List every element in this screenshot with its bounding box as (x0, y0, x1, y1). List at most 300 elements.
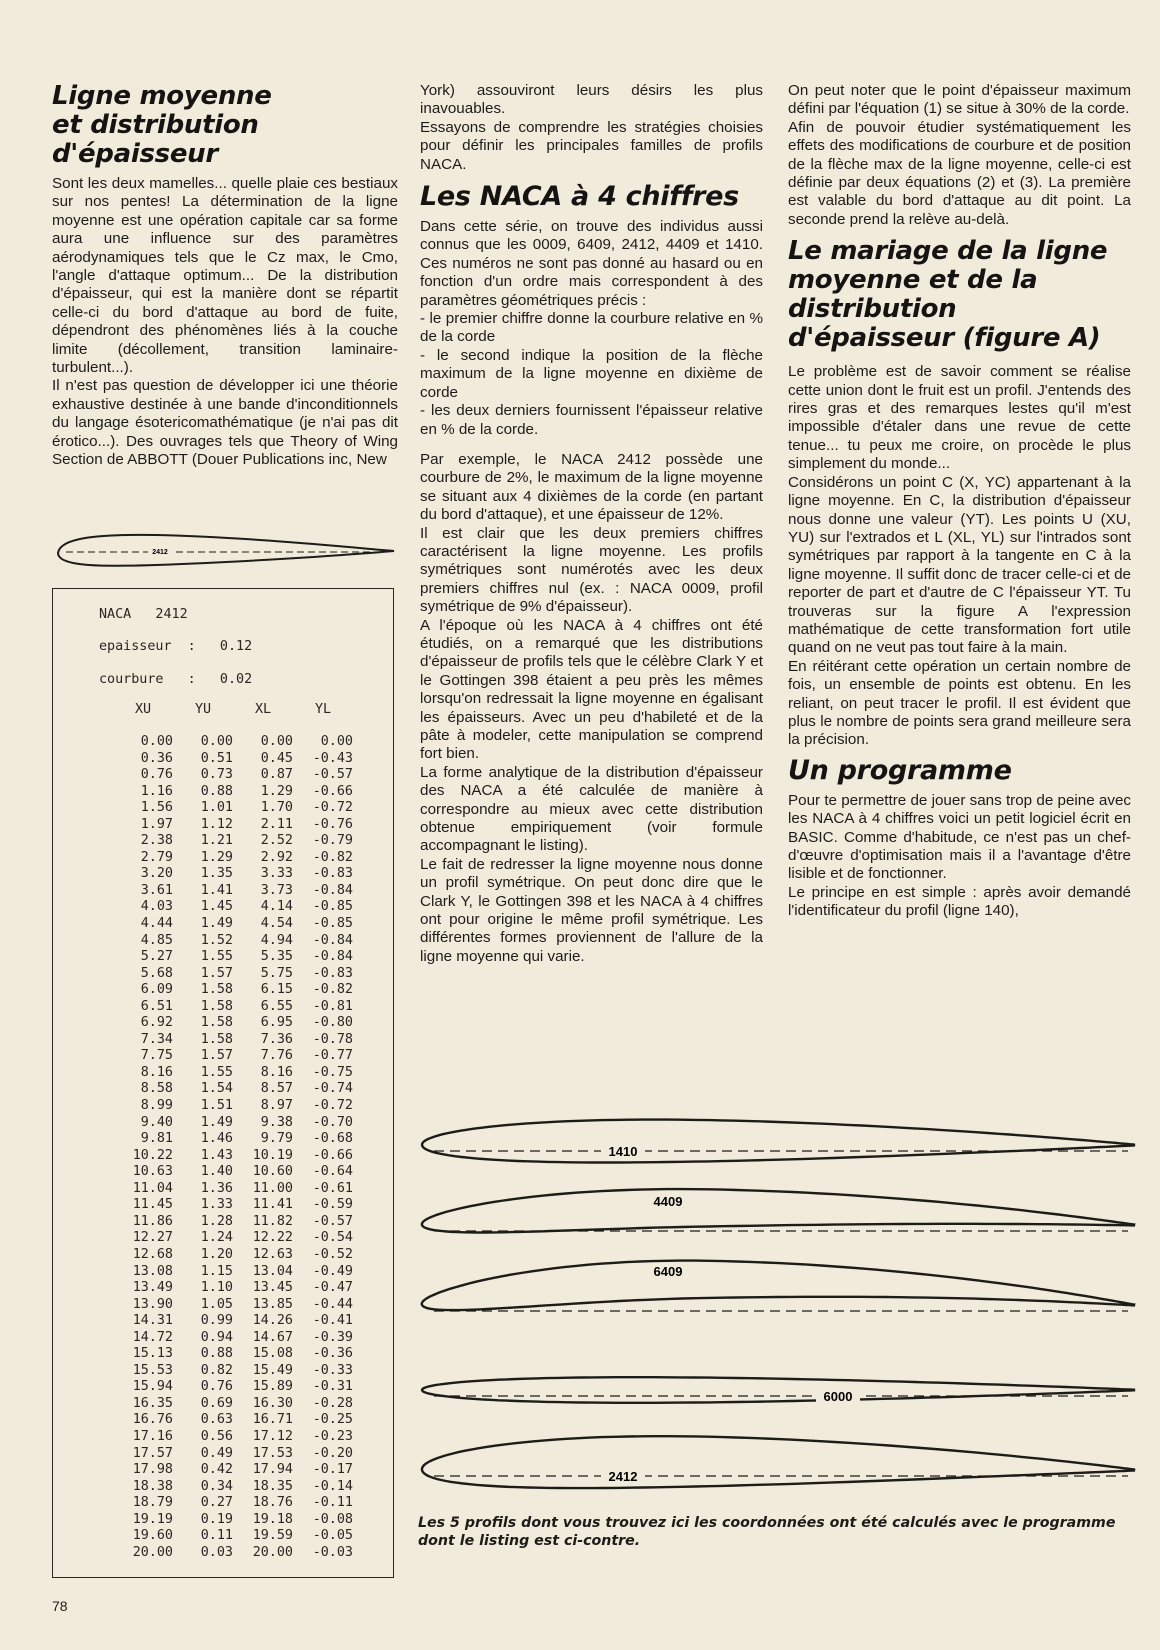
listing-row (113, 1081, 353, 1098)
listing-cell: -0.20 (312, 1445, 353, 1461)
listing-cell: -0.44 (312, 1296, 353, 1312)
listing-thickness: epaisseur : 0.12 (99, 639, 253, 654)
listing-cell: 0.45 (260, 750, 293, 766)
listing-row (113, 1446, 353, 1463)
listing-cell: 0.88 (200, 783, 233, 799)
listing-cell: 1.55 (200, 1064, 233, 1080)
listing-cell: 18.79 (132, 1495, 173, 1511)
listing-cell: 16.35 (132, 1395, 173, 1411)
listing-row (113, 1429, 353, 1446)
listing-cell: -0.83 (312, 965, 353, 981)
listing-cell: 10.19 (252, 1147, 293, 1163)
listing-cell: 8.97 (260, 1098, 293, 1114)
listing-cell: 13.85 (252, 1296, 293, 1312)
listing-row (113, 800, 353, 817)
listing-cell: 0.94 (200, 1329, 233, 1345)
listing-cell: 7.36 (260, 1031, 293, 1047)
listing-row (113, 1412, 353, 1429)
listing-cell: -0.85 (312, 916, 353, 932)
listing-row (113, 1280, 353, 1297)
listing-cell: 0.00 (140, 734, 173, 749)
profile-label-2412: 2412 (608, 1469, 638, 1484)
listing-cell: 8.16 (140, 1064, 173, 1080)
listing-cell: -0.54 (312, 1230, 353, 1246)
listing-cell: 17.53 (252, 1445, 293, 1461)
listing-cell: 12.27 (132, 1230, 173, 1246)
listing-cell: 6.09 (140, 982, 173, 998)
listing-cell: -0.03 (312, 1544, 353, 1560)
listing-cell: -0.82 (312, 849, 353, 865)
listing-cell: 12.63 (252, 1246, 293, 1262)
listing-cell: 0.99 (200, 1313, 233, 1329)
listing-row (113, 734, 353, 751)
listing-row (113, 1197, 353, 1214)
listing-cell: 1.41 (200, 882, 233, 898)
listing-row (113, 1048, 353, 1065)
paragraph: Pour te permettre de jouer sans trop de peine avec les NACA à 4 chiffres voici un petit logiciel écrit en BASIC. Comme d'habitude, ce n'est pas un chef-d'œuvre d'optimisation mais il a l'avantage d'être lisible et de fonctionner. (788, 791, 1131, 883)
profile-outline-6000 (422, 1377, 1134, 1403)
listing-cell: 12.68 (132, 1246, 173, 1262)
section-title-ligne-moyenne: Ligne moyenne et distribution d'épaisseur (52, 81, 272, 169)
listing-cell: 13.90 (132, 1296, 173, 1312)
listing-cell: 18.76 (252, 1495, 293, 1511)
listing-row (113, 1379, 353, 1396)
listing-cell: -0.43 (312, 750, 353, 766)
listing-cell: 14.67 (252, 1329, 293, 1345)
listing-header-yl: YL (314, 702, 332, 717)
listing-row (113, 1264, 353, 1281)
listing-cell: 1.01 (200, 800, 233, 816)
listing-cell: -0.68 (312, 1131, 353, 1147)
listing-cell: 1.35 (200, 866, 233, 882)
listing-cell: -0.70 (312, 1114, 353, 1130)
listing-cell: -0.84 (312, 882, 353, 898)
listing-cell: 1.49 (200, 916, 233, 932)
listing-cell: -0.49 (312, 1263, 353, 1279)
listing-cell: 17.12 (252, 1428, 293, 1444)
listing-cell: -0.77 (312, 1048, 353, 1064)
listing-row (113, 1495, 353, 1512)
listing-cell: 1.24 (200, 1230, 233, 1246)
column-3 (788, 82, 1131, 921)
listing-row (113, 767, 353, 784)
listing-cell: 1.12 (200, 816, 233, 832)
listing-cell: -0.28 (312, 1395, 353, 1411)
paragraph: La forme analytique de la distribution d'épaisseur des NACA a été calculée de manière à correspondre au mieux avec cette distribution obtenue empiriquement (voir formule accompagnant le listing). (420, 763, 763, 855)
listing-row (113, 1479, 353, 1496)
small-profile-2412 (56, 530, 396, 572)
listing-cell: 6.55 (260, 998, 293, 1014)
paragraph: York) assouviront leurs désirs les plus inavouables. (420, 82, 763, 118)
listing-cell: 13.45 (252, 1280, 293, 1296)
listing-cell: 1.55 (200, 949, 233, 965)
listing-row (113, 999, 353, 1016)
listing-cell: 1.10 (200, 1280, 233, 1296)
listing-cell: 8.16 (260, 1064, 293, 1080)
listing-cell: 4.14 (260, 899, 293, 915)
listing-cell: -0.39 (312, 1329, 353, 1345)
listing-cell: 13.08 (132, 1263, 173, 1279)
listing-cell: 17.94 (252, 1462, 293, 1478)
listing-cell: 5.35 (260, 949, 293, 965)
listing-cell: 0.51 (200, 750, 233, 766)
listing-cell: 16.76 (132, 1412, 173, 1428)
listing-cell: 1.51 (200, 1098, 233, 1114)
listing-header-yu: YU (194, 702, 212, 717)
page-number: 78 (52, 1598, 68, 1614)
listing-row (113, 1313, 353, 1330)
listing-header-xl: XL (254, 702, 272, 717)
listing-cell: -0.66 (312, 783, 353, 799)
listing-row (113, 1214, 353, 1231)
paragraph: Dans cette série, on trouve des individus aussi connus que les 0009, 6409, 2412, 4409 et 1410. Ces numéros ne sont pas donné au hasard ou en fonction d'un ordre mais correspondent à des paramètres géométriques précis : (420, 218, 763, 309)
listing-cell: 0.00 (200, 734, 233, 749)
listing-cell: 1.36 (200, 1180, 233, 1196)
listing-cell: 0.69 (200, 1395, 233, 1411)
listing-cell: 15.53 (132, 1362, 173, 1378)
listing-cell: 11.82 (252, 1213, 293, 1229)
listing-cell: 0.76 (140, 767, 173, 783)
listing-cell: -0.78 (312, 1031, 353, 1047)
listing-cell: 1.33 (200, 1197, 233, 1213)
small-profile-label: 2412 (152, 549, 168, 556)
listing-naca: NACA 2412 (99, 607, 188, 622)
paragraph: Essayons de comprendre les stratégies choisies pour définir les principales familles de profils NACA. (420, 118, 763, 173)
profile-label-4409: 4409 (653, 1194, 683, 1209)
listing-cell: 6.95 (260, 1015, 293, 1031)
listing-cell: 0.00 (320, 734, 353, 749)
listing-cell: 19.60 (132, 1528, 173, 1544)
listing-cell: 0.88 (200, 1346, 233, 1362)
listing-cell: 8.58 (140, 1081, 173, 1097)
paragraph: Il n'est pas question de développer ici une théorie exhaustive destinée à une bande d'inconditionnels du langage ésotericomathématique (je n'ai pas dit érotico...). Des ouvrages tels que Theory of Wing Section de ABBOTT (Douer Publications inc, New (52, 377, 398, 469)
listing-cell: -0.64 (312, 1164, 353, 1180)
listing-row (113, 850, 353, 867)
listing-cell: -0.31 (312, 1379, 353, 1395)
paragraph: Par exemple, le NACA 2412 possède une courbure de 2%, le maximum de la ligne moyenne se situant aux 4 dixièmes de la corde (en partant du bord d'attaque), et une épaisseur de 12%. (420, 450, 763, 524)
listing-cell: 10.60 (252, 1164, 293, 1180)
listing-cell: 16.71 (252, 1412, 293, 1428)
profile-outline-2412 (422, 1436, 1134, 1488)
listing-row (113, 1545, 353, 1562)
listing-cell: -0.57 (312, 767, 353, 783)
listing-cell: 1.28 (200, 1213, 233, 1229)
listing-row (113, 982, 353, 999)
listing-cell: 4.94 (260, 932, 293, 948)
listing-cell: -0.57 (312, 1213, 353, 1229)
listing-cell: 5.75 (260, 965, 293, 981)
listing-row (113, 1230, 353, 1247)
paragraph: En réitérant cette opération un certain nombre de fois, un ensemble de points est obtenu. En les reliant, on peut tracer le profil. Il est évident que plus le nombre de points sera grand meilleure sera la précision. (788, 657, 1131, 749)
profile-label-6000: 6000 (823, 1389, 853, 1404)
listing-cell: 7.34 (140, 1031, 173, 1047)
listing-cell: 0.36 (140, 750, 173, 766)
listing-cell: 8.57 (260, 1081, 293, 1097)
listing-cell: 9.79 (260, 1131, 293, 1147)
listing-cell: 0.49 (200, 1445, 233, 1461)
paragraph: Sont les deux mamelles... quelle plaie ces bestiaux sur nos pentes! La détermination de la ligne moyenne est une opération capitale car sa forme aura une influence sur des paramètres aérodynamiques tels que le Cz max, le Cmo, l'angle d'attaque optimum... De la distribution d'épaisseur, qui est la manière dont se répartit celle-ci du bord d'attaque au bord de fuite, dépendront des phénomènes liés à la couche limite (décollement, transition laminaire-turbulent...). (52, 175, 398, 377)
paragraph: Le principe en est simple : après avoir demandé l'identificateur du profil (ligne 140), (788, 883, 1131, 920)
listing-cell: 15.49 (252, 1362, 293, 1378)
list-item: - les deux derniers fournissent l'épaisseur relative en % de la corde. (420, 402, 763, 438)
listing-cell: 1.16 (140, 783, 173, 799)
listing-row (113, 1330, 353, 1347)
listing-cell: -0.05 (312, 1528, 353, 1544)
listing-rows (113, 734, 353, 1561)
listing-row (113, 1032, 353, 1049)
listing-cell: -0.61 (312, 1180, 353, 1196)
listing-cell: 2.38 (140, 833, 173, 849)
listing-cell: 1.05 (200, 1296, 233, 1312)
listing-row (113, 817, 353, 834)
column-2 (420, 82, 763, 966)
listing-cell: 1.58 (200, 1031, 233, 1047)
listing-cell: -0.52 (312, 1246, 353, 1262)
listing-cell: 19.19 (132, 1511, 173, 1527)
profile-label-1410: 1410 (608, 1144, 638, 1159)
listing-cell: -0.59 (312, 1197, 353, 1213)
listing-camber: courbure : 0.02 (99, 672, 253, 687)
listing-cell: 1.57 (200, 1048, 233, 1064)
listing-cell: 1.54 (200, 1081, 233, 1097)
listing-row (113, 1396, 353, 1413)
listing-cell: 18.35 (252, 1478, 293, 1494)
listing-row (113, 751, 353, 768)
listing-cell: -0.23 (312, 1428, 353, 1444)
listing-cell: 11.41 (252, 1197, 293, 1213)
listing-row (113, 1247, 353, 1264)
listing-cell: 19.59 (252, 1528, 293, 1544)
listing-cell: 0.00 (260, 734, 293, 749)
listing-cell: 12.22 (252, 1230, 293, 1246)
listing-row (113, 1462, 353, 1479)
listing-cell: -0.82 (312, 982, 353, 998)
paragraph: On peut noter que le point d'épaisseur maximum défini par l'équation (1) se situe à 30% de la corde. (788, 82, 1131, 118)
listing-cell: 1.52 (200, 932, 233, 948)
listing-cell: 19.18 (252, 1511, 293, 1527)
listing-row (113, 1181, 353, 1198)
listing-cell: -0.84 (312, 932, 353, 948)
listing-cell: -0.79 (312, 833, 353, 849)
listing-cell: 17.98 (132, 1462, 173, 1478)
listing-cell: 11.00 (252, 1180, 293, 1196)
listing-row (113, 1098, 353, 1115)
listing-cell: 6.15 (260, 982, 293, 998)
listing-cell: 20.00 (252, 1544, 293, 1560)
profile-outline-6409 (422, 1261, 1134, 1311)
section-title-naca-4: Les NACA à 4 chiffres (420, 181, 739, 213)
listing-cell: -0.72 (312, 1098, 353, 1114)
listing-cell: 9.40 (140, 1114, 173, 1130)
listing-cell: 5.68 (140, 965, 173, 981)
listing-row (113, 784, 353, 801)
listing-cell: -0.25 (312, 1412, 353, 1428)
listing-cell: 7.75 (140, 1048, 173, 1064)
listing-cell: 0.34 (200, 1478, 233, 1494)
profiles-figure (418, 1090, 1138, 1510)
paragraph: Le fait de redresser la ligne moyenne nous donne un profil symétrique. On peut donc dire que le Clark Y, le Gottingen 398 et les NACA à 4 chiffres ont pour origine le même profil symétrique. Les différentes formes proviennent de l'allure de la ligne moyenne qui varie. (420, 855, 763, 965)
listing-cell: 10.63 (132, 1164, 173, 1180)
figure-caption: Les 5 profils dont vous trouvez ici les coordonnées ont été calculés avec le programme dont le listing est ci-contre. (418, 1515, 1116, 1549)
listing-cell: 4.03 (140, 899, 173, 915)
list-item: - le premier chiffre donne la courbure relative en % de la corde (420, 310, 763, 346)
listing-cell: -0.83 (312, 866, 353, 882)
paragraph: A l'époque où les NACA à 4 chiffres ont été étudiés, on a remarqué que les distributions d'épaisseur de profils tels que le célèbre Clark Y et le Gottingen 398 étaient a peu près les mêmes lorsqu'on redressait la ligne moyenne en égalisant les épaisseurs. Avec un peu d'habileté et de la pâte à modeler, cette manipulation se comprend fort bien. (420, 616, 763, 763)
paragraph: Afin de pouvoir étudier systématiquement les effets des modifications de courbure et de position de la flèche max de la ligne moyenne, celle-ci est définie par deux équations (2) et (3). La première est valable du bord d'attaque au dit point. La seconde prend la relève au-delà. (788, 118, 1131, 228)
listing-cell: 15.13 (132, 1346, 173, 1362)
listing-row (113, 966, 353, 983)
listing-cell: 1.70 (260, 800, 293, 816)
listing-cell: 1.40 (200, 1164, 233, 1180)
listing-cell: -0.85 (312, 899, 353, 915)
listing-cell: 1.45 (200, 899, 233, 915)
listing-cell: 4.85 (140, 932, 173, 948)
listing-row (113, 866, 353, 883)
listing-cell: 9.81 (140, 1131, 173, 1147)
listing-row (113, 1164, 353, 1181)
listing-cell: 14.26 (252, 1313, 293, 1329)
listing-row (113, 1512, 353, 1529)
listing-cell: -0.75 (312, 1064, 353, 1080)
listing-cell: 14.31 (132, 1313, 173, 1329)
listing-header-xu: XU (134, 702, 152, 717)
listing-row (113, 1115, 353, 1132)
coordinate-listing (52, 588, 394, 1578)
listing-cell: 4.54 (260, 916, 293, 932)
listing-cell: -0.66 (312, 1147, 353, 1163)
listing-cell: 14.72 (132, 1329, 173, 1345)
listing-cell: 1.49 (200, 1114, 233, 1130)
listing-cell: -0.08 (312, 1511, 353, 1527)
listing-row (113, 949, 353, 966)
listing-cell: 3.33 (260, 866, 293, 882)
listing-cell: 17.57 (132, 1445, 173, 1461)
listing-row (113, 899, 353, 916)
listing-headers (113, 702, 353, 717)
listing-cell: -0.41 (312, 1313, 353, 1329)
listing-cell: 15.94 (132, 1379, 173, 1395)
listing-cell: 1.43 (200, 1147, 233, 1163)
listing-row (113, 1131, 353, 1148)
listing-cell: 1.29 (260, 783, 293, 799)
listing-cell: 0.82 (200, 1362, 233, 1378)
listing-row (113, 883, 353, 900)
profile-label-6409: 6409 (653, 1264, 683, 1279)
listing-cell: -0.36 (312, 1346, 353, 1362)
listing-row (113, 1528, 353, 1545)
listing-cell: 1.58 (200, 1015, 233, 1031)
listing-cell: 0.56 (200, 1428, 233, 1444)
listing-cell: 0.03 (200, 1544, 233, 1560)
listing-row (113, 833, 353, 850)
listing-cell: 0.27 (200, 1495, 233, 1511)
listing-cell: 11.04 (132, 1180, 173, 1196)
listing-cell: 3.73 (260, 882, 293, 898)
listing-cell: 1.20 (200, 1246, 233, 1262)
listing-cell: 0.87 (260, 767, 293, 783)
listing-cell: 20.00 (132, 1544, 173, 1560)
profile-outline-4409 (422, 1189, 1134, 1232)
listing-cell: 17.16 (132, 1428, 173, 1444)
listing-cell: 0.19 (200, 1511, 233, 1527)
listing-cell: 2.11 (260, 816, 293, 832)
list-item: - le second indique la position de la flèche maximum de la ligne moyenne en dixième de corde (420, 346, 763, 401)
listing-cell: 0.11 (200, 1528, 233, 1544)
listing-row (113, 916, 353, 933)
listing-cell: 6.92 (140, 1015, 173, 1031)
listing-cell: -0.11 (312, 1495, 353, 1511)
listing-cell: 4.44 (140, 916, 173, 932)
listing-cell: 1.21 (200, 833, 233, 849)
listing-cell: 0.73 (200, 767, 233, 783)
listing-cell: 3.61 (140, 882, 173, 898)
listing-cell: 2.79 (140, 849, 173, 865)
paragraph: Le problème est de savoir comment se réalise cette union dont le fruit est un profil. J'entends des rires gras et des remarques lestes qu'il m'est impossible d'étaler dans une revue de cette tenue... tu peux me croire, on procède le plus simplement du monde... (788, 363, 1131, 473)
listing-cell: -0.80 (312, 1015, 353, 1031)
listing-cell: 10.22 (132, 1147, 173, 1163)
listing-cell: -0.17 (312, 1462, 353, 1478)
listing-row (113, 933, 353, 950)
listing-cell: 15.08 (252, 1346, 293, 1362)
listing-row (113, 1148, 353, 1165)
listing-cell: 13.49 (132, 1280, 173, 1296)
listing-cell: 2.92 (260, 849, 293, 865)
listing-cell: -0.76 (312, 816, 353, 832)
listing-cell: 1.56 (140, 800, 173, 816)
listing-cell: -0.33 (312, 1362, 353, 1378)
listing-cell: 1.97 (140, 816, 173, 832)
section-title-mariage: Le mariage de la ligne moyenne et de la distribution d'épaisseur (figure A) (788, 236, 1108, 354)
listing-cell: 5.27 (140, 949, 173, 965)
listing-cell: 1.57 (200, 965, 233, 981)
listing-cell: 1.58 (200, 998, 233, 1014)
section-title-programme: Un programme (788, 754, 1012, 786)
listing-cell: 6.51 (140, 998, 173, 1014)
column-1 (52, 82, 398, 470)
listing-row (113, 1346, 353, 1363)
listing-cell: 8.99 (140, 1098, 173, 1114)
listing-cell: 1.15 (200, 1263, 233, 1279)
listing-cell: 0.63 (200, 1412, 233, 1428)
listing-cell: 1.58 (200, 982, 233, 998)
listing-row (113, 1363, 353, 1380)
listing-row (113, 1297, 353, 1314)
paragraph: Considérons un point C (X, YC) appartenant à la ligne moyenne. En C, la distribution d'épaisseur nous donne une valeur (YT). Les points U (XU, YU) sur l'extrados et L (XL, YL) sur l'intrados sont symétriques par rapport à la tangente en C à la ligne moyenne. Il suffit donc de tracer celle-ci et de reporter de part et d'autre de C l'épaisseur YT. Tu trouveras sur la figure A l'expression mathématique de cette transformation fort utile quand on ne veut pas tout faire à la main. (788, 473, 1131, 657)
listing-cell: 2.52 (260, 833, 293, 849)
listing-cell: -0.74 (312, 1081, 353, 1097)
listing-cell: -0.72 (312, 800, 353, 816)
listing-cell: -0.84 (312, 949, 353, 965)
listing-cell: 7.76 (260, 1048, 293, 1064)
listing-cell: 16.30 (252, 1395, 293, 1411)
listing-row (113, 1015, 353, 1032)
paragraph: Il est clair que les deux premiers chiffres caractérisent la ligne moyenne. Les profils symétriques sont numérotés avec les deux premiers chiffres nul (ex. : NACA 0009, profil symétrique de 9% d'épaisseur). (420, 524, 763, 616)
listing-cell: 1.29 (200, 849, 233, 865)
listing-cell: 13.04 (252, 1263, 293, 1279)
listing-cell: 0.42 (200, 1462, 233, 1478)
profile-outline-1410 (422, 1120, 1134, 1163)
listing-cell: -0.14 (312, 1478, 353, 1494)
listing-cell: 0.76 (200, 1379, 233, 1395)
listing-cell: 11.86 (132, 1213, 173, 1229)
listing-cell: 3.20 (140, 866, 173, 882)
listing-cell: 18.38 (132, 1478, 173, 1494)
listing-row (113, 1065, 353, 1082)
listing-cell: -0.47 (312, 1280, 353, 1296)
listing-cell: 15.89 (252, 1379, 293, 1395)
listing-cell: 9.38 (260, 1114, 293, 1130)
listing-cell: -0.81 (312, 998, 353, 1014)
